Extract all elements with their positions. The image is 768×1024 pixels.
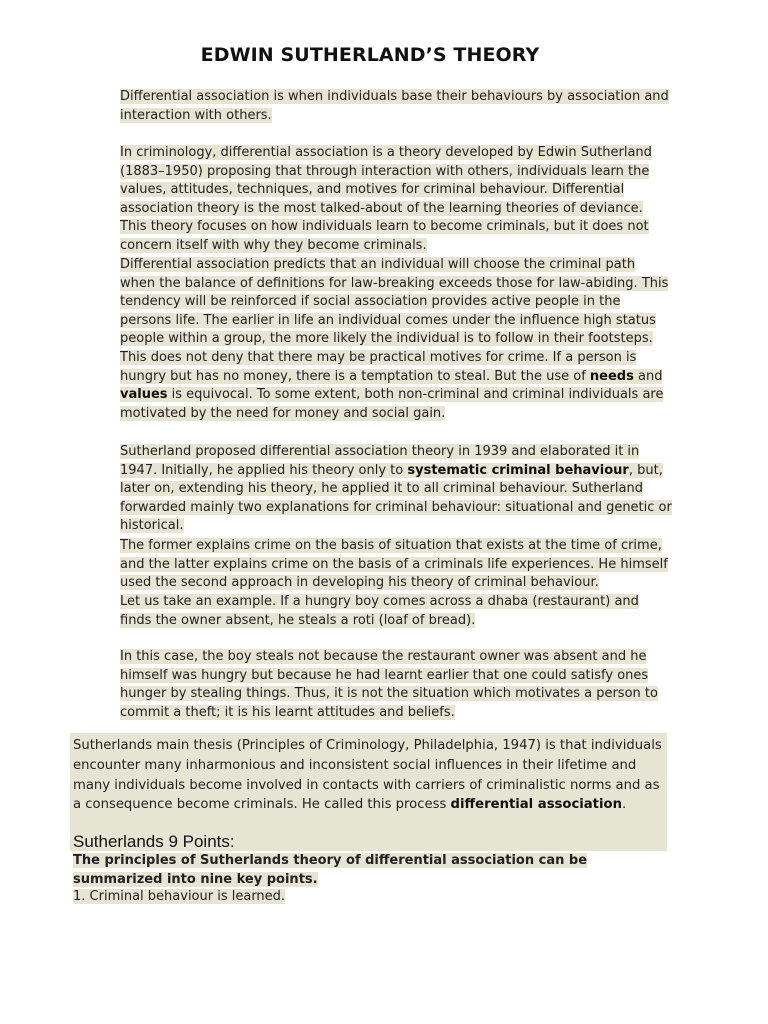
paragraph-thesis: Sutherlands main thesis (Principles of Criminology, Philadelphia, 1947) is that individuals encounter many inharmonious and inconsistent social influences in their lifetime and many individuals become involved in contacts with carriers of criminalistic norms and as a consequence become criminals. He called this process differential association. — [73, 738, 662, 813]
page-title: EDWIN SUTHERLAND’S THEORY — [200, 44, 540, 66]
paragraph-definition: Differential association is when individuals base their behaviours by association and interaction with others. — [120, 89, 669, 123]
paragraph-case: In this case, the boy steals not because the restaurant owner was absent and he himself was hungry but because he had learnt earlier that one could satisfy ones hunger by stealing things. Thus, it is not the situation which motivates a person to commit a theft; it is his learnt attitudes and beliefs. — [120, 649, 658, 720]
paragraph-example: Let us take an example. If a hungry boy comes across a dhaba (restaurant) and finds the owner absent, he steals a roti (loaf of bread). — [120, 594, 639, 628]
paragraph-prediction: Differential association predicts that an individual will choose the criminal path when the balance of definitions for law-breaking exceeds those for law-abiding. This tendency will be reinforced if social association provides active people in the persons life. The earlier in life an individual comes under the influence high status people within a group, the more likely the individual is to follow in their footsteps. This does not deny that there may be practical motives for crime. If a person is hungry but has no money, there is a temptation to steal. But the use of needs and values is equivocal. To some extent, both non-criminal and criminal individuals are motivated by the need for money and social gain. — [120, 257, 669, 421]
paragraph-history: Sutherland proposed differential association theory in 1939 and elaborated it in 1947. Initially, he applied his theory only to systematic criminal behaviour, but, later on, extending his theory, he applied it to all criminal behaviour. Sutherland forwarded mainly two explanations for criminal behaviour: situational and genetic or historical. — [120, 444, 672, 534]
paragraph-criminology: In criminology, differential association is a theory developed by Edwin Sutherland (1883–1950) proposing that through interaction with others, individuals learn the values, attitudes, techniques, and motives for criminal behaviour. Differential association theory is the most talked-about of the learning theories of deviance. This theory focuses on how individuals learn to become criminals, but it does not concern itself with why they become criminals. — [120, 145, 652, 253]
summary-text: The principles of Sutherlands theory of differential association can be summarized into nine key points. — [73, 853, 588, 887]
section-heading: Sutherlands 9 Points: — [73, 832, 235, 851]
paragraph-explanations: The former explains crime on the basis of situation that exists at the time of crime, and the latter explains crime on the basis of a criminals life experiences. He himself used the second approach in developing his theory of criminal behaviour. — [120, 538, 668, 591]
list-item: 1. Criminal behaviour is learned. — [73, 889, 286, 904]
